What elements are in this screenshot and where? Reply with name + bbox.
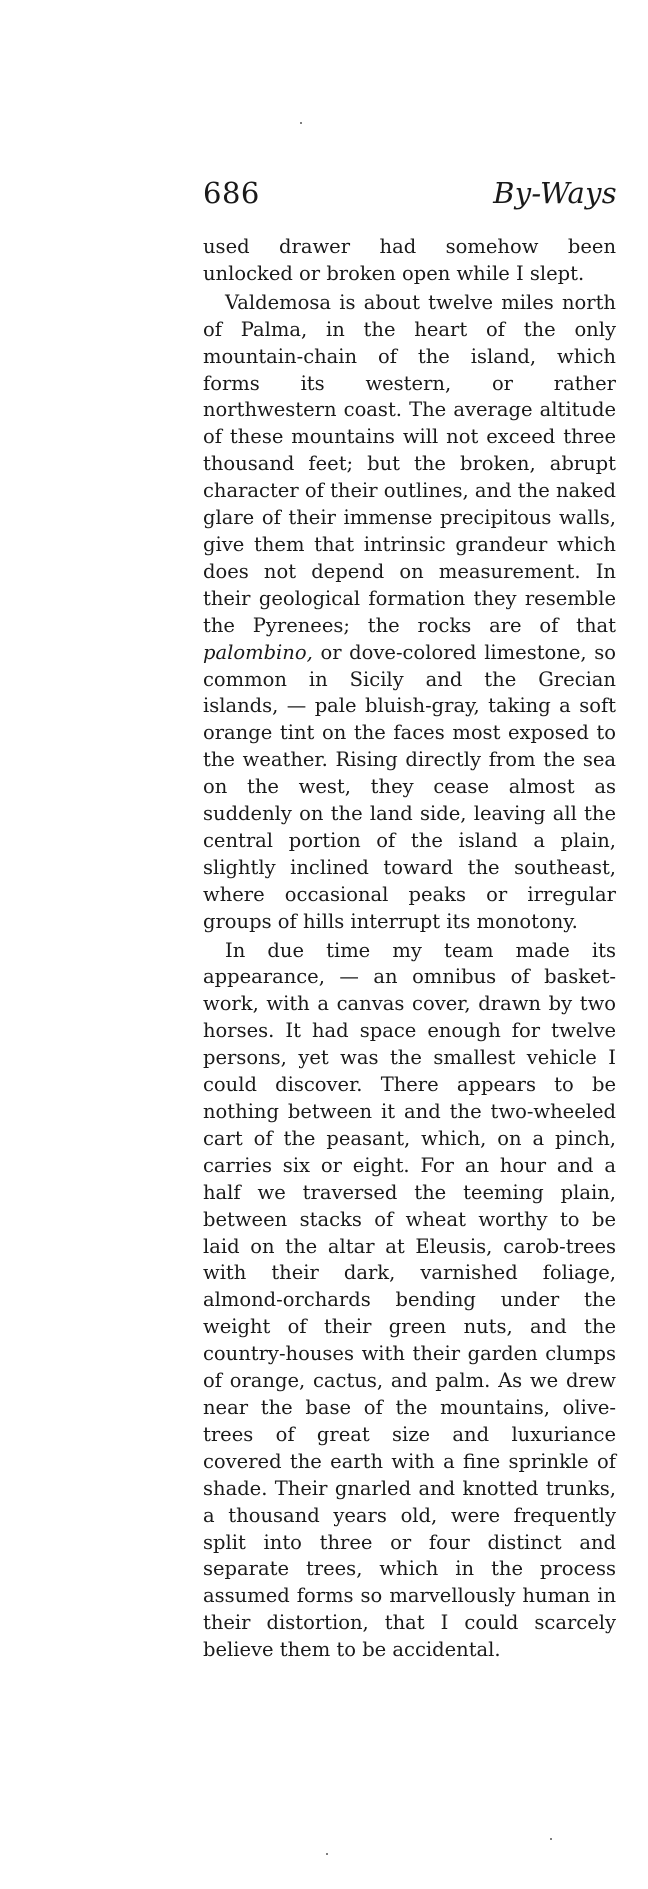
body-text <box>203 234 616 1666</box>
print-speck <box>550 1838 552 1840</box>
page-number: 686 <box>203 176 260 210</box>
paragraph-omnibus: In due time my team made its appearance, — an omnibus of basket-work, with a canvas cover, drawn by two horses. It had space enough for twelve persons, yet was the smallest vehicle I could discover. There appears to be nothing between it and the two-wheeled cart of the peasant, which, on a pinch, carries six or eight. For an hour and a half we traversed the teeming plain, between stacks of wheat worthy to be laid on the altar at Eleusis, carob-trees with their dark, varnished foliage, almond-orchards bending under the weight of their green nuts, and the country-houses with their garden clumps of orange, cactus, and palm. As we drew near the base of the mountains, olive-trees of great size and luxuriance covered the earth with a fine sprinkle of shade. Their gnarled and knotted trunks, a thousand years old, were frequently split into three or four distinct and separate trees, which in the process assumed forms so marvellously human in their distortion, that I could scarcely believe them to be accidental. <box>203 938 616 1662</box>
page-header <box>203 176 617 220</box>
print-speck <box>326 1853 328 1855</box>
paragraph-continuation: used drawer had somehow been unlocked or broken open while I slept. <box>203 235 616 285</box>
print-speck <box>300 122 302 124</box>
paragraph-valdemosa <box>203 290 616 936</box>
running-title: By-Ways <box>493 176 617 210</box>
paragraph-text-end: or dove-colored limestone, so common in Sicily and the Grecian islands, — pale bluish-gray, taking a soft orange tint on the faces most exposed to the weather. Rising directly from the sea on the west, they cease almost as suddenly on the land side, leaving all the central portion of the island a plain, slightly inclined toward the southeast, where occasional peaks or irregular groups of hills interrupt its monotony. <box>203 640 616 933</box>
italic-term: palombino, <box>203 640 313 664</box>
paragraph-text-start: Valdemosa is about twelve miles north of Palma, in the heart of the only mountain-chain of the island, which forms its western, or rather northwestern coast. The average altitude of these mountains will not exceed three thousand feet; but the broken, abrupt character of their outlines, and the naked glare of their immense precipitous walls, give them that intrinsic grandeur which does not depend on measurement. In their geological formation they resemble the Pyrenees; the rocks are of that <box>203 290 616 637</box>
